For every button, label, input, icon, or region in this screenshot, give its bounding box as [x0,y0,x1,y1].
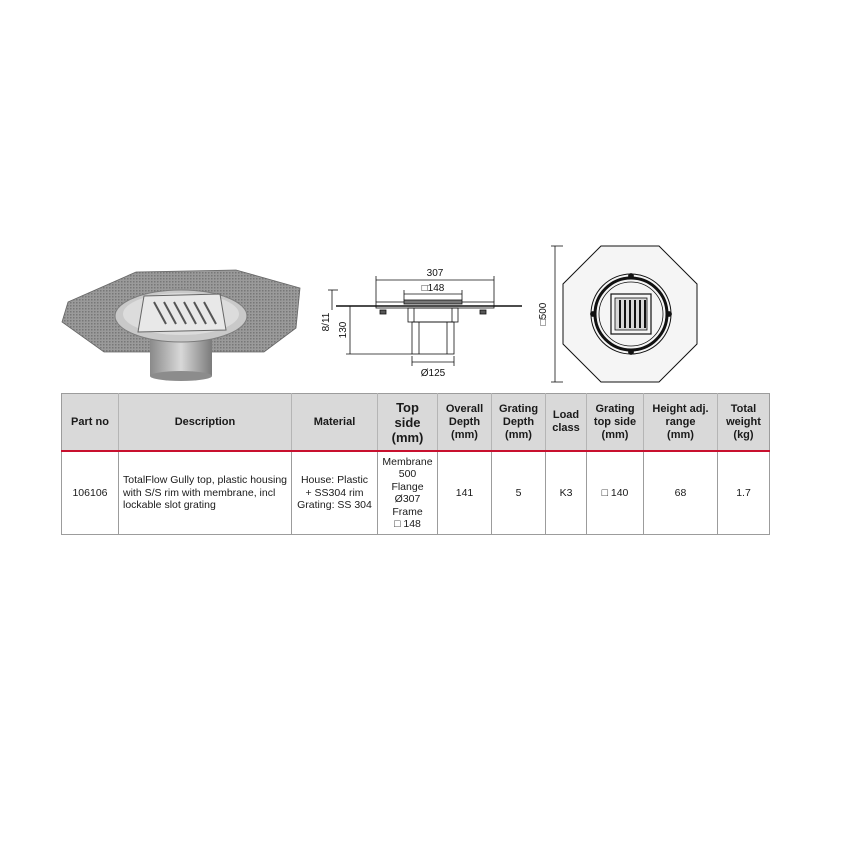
cell-overall-depth: 141 [438,451,492,535]
product-figures [0,0,850,400]
cell-material: House: Plastic + SS304 rim Grating: SS 304 [292,451,378,535]
cell-part-no: 106106 [62,451,119,535]
header-description: Description [119,394,292,452]
cell-description: TotalFlow Gully top, plastic housing with S/S rim with membrane, incl lockable slot grating [119,451,292,535]
dim-overall-label: 307 [426,268,444,279]
header-material: Material [292,394,378,452]
cell-grating-depth: 5 [492,451,546,535]
cell-grating-top-side: □ 140 [587,451,644,535]
dim-outlet-label: Ø125 [420,368,446,379]
table-header-row [62,394,770,452]
dim-membrane-label: □500 [538,302,549,326]
header-grating-depth: Grating Depth (mm) [492,394,546,452]
header-grating-top-side: Grating top side (mm) [587,394,644,452]
spec-table [61,393,770,535]
cell-height-adj: 68 [644,451,718,535]
cell-total-weight: 1.7 [718,451,770,535]
dim-height-label: 130 [338,321,349,339]
cell-load-class: K3 [546,451,587,535]
header-top-side: Top side (mm) [378,394,438,452]
header-part-no: Part no [62,394,119,452]
table-row [62,451,770,535]
header-height-adj: Height adj. range (mm) [644,394,718,452]
header-overall-depth: Overall Depth (mm) [438,394,492,452]
dim-frame-label: □148 [421,283,445,294]
section-drawing [316,262,526,382]
product-photo [58,260,308,390]
header-total-weight: Total weight (kg) [718,394,770,452]
top-view-drawing [533,240,713,390]
header-load-class: Load class [546,394,587,452]
cell-top-side: Membrane 500 Flange Ø307 Frame □ 148 [378,451,438,535]
dim-membrane-range-label: 8/11 [321,312,332,332]
